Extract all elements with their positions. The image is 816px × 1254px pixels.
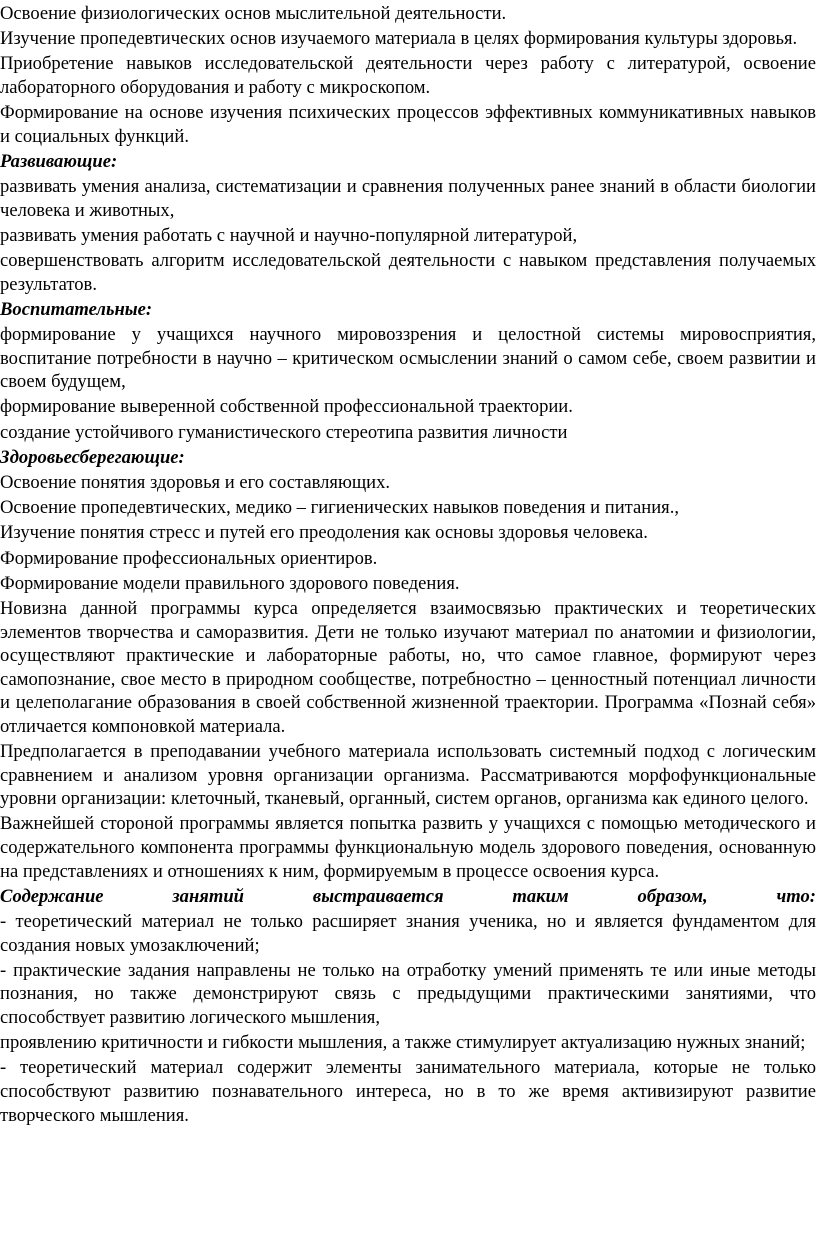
paragraph-propaedeutic-basics: Изучение пропедевтических основ изучаемого материала в целях формирования культуры здоровья. bbox=[0, 28, 798, 50]
paragraph-analysis-skills: развивать умения анализа, систематизации и сравнения полученных ранее знаний в области биологии человека и животных, bbox=[0, 176, 816, 221]
paragraph-physiology-basics: Освоение физиологических основ мыслительной деятельности. bbox=[0, 3, 507, 24]
paragraph-critical-thinking: проявлению критичности и гибкости мышления, а также стимулирует актуализацию нужных знаний; bbox=[0, 1032, 806, 1054]
heading-educational: Воспитательные: bbox=[0, 298, 153, 320]
paragraph-humanistic-stereotype: создание устойчивого гуманистического стереотипа развития личности bbox=[0, 421, 568, 443]
paragraph-career-path: формирование выверенной собственной профессиональной траектории. bbox=[0, 396, 573, 418]
list-item-entertaining-material: - теоретический материал содержит элементы занимательного материала, которые не только способствуют развитию познавательного интереса, но в то же время активизируют развитие творческого мышления. bbox=[0, 1057, 816, 1126]
paragraph-communication-skills: Формирование на основе изучения психических процессов эффективных коммуникативных навыков и социальных функций. bbox=[0, 102, 816, 147]
heading-health-saving: Здоровьесберегающие: bbox=[0, 446, 185, 468]
heading-developmental: Развивающие: bbox=[0, 150, 118, 172]
paragraph-literature-skills: развивать умения работать с научной и научно-популярной литературой, bbox=[0, 224, 578, 246]
paragraph-health-concept: Освоение понятия здоровья и его составляющих. bbox=[0, 472, 391, 493]
paragraph-program-novelty: Новизна данной программы курса определяется взаимосвязью практических и теоретических элементов творчества и саморазвития. Дети не только изучают материал по анатомии и физиологии, осуществляют практические и лабораторные работы, но, что самое главное, формируют через самопознание, свое место в природном сообществе, потребностно – ценностный потенциал личности и целеполагание образования в своей собственной жизненной траектории. Программа «Познай себя» отличается компоновкой материала. bbox=[0, 597, 816, 737]
paragraph-research-skills: Приобретение навыков исследовательской деятельности через работу с литературой, освоение лабораторного оборудования и работу с микроскопом. bbox=[0, 53, 816, 98]
paragraph-hygiene-skills: Освоение пропедевтических, медико – гигиенических навыков поведения и питания., bbox=[0, 497, 680, 519]
paragraph-stress: Изучение понятия стресс и путей его преодоления как основы здоровья человека. bbox=[0, 522, 648, 544]
list-item-practice: - практические задания направлены не только на отработку умений применять те или иные методы познания, но также демонстрируют связь с предыдущими практическими занятиями, что способствует развитию логического мышления, bbox=[0, 959, 816, 1028]
paragraph-healthy-behavior: Формирование модели правильного здорового поведения. bbox=[0, 572, 460, 594]
paragraph-research-algorithm: совершенствовать алгоритм исследовательской деятельности с навыком представления получаемых результатов. bbox=[0, 250, 816, 295]
paragraph-program-key-aspect: Важнейшей стороной программы является попытка развить у учащихся с помощью методического и содержательного компонента программы функциональную модель здорового поведения, основанную на представлениях и отношениях к ним, формируемым в процессе освоения курса. bbox=[0, 813, 816, 882]
paragraph-professional-orientation: Формирование профессиональных ориентиров. bbox=[0, 547, 378, 569]
list-item-theory: - теоретический материал не только расширяет знания ученика, но и является фундаментом для создания новых умозаключений; bbox=[0, 911, 816, 956]
heading-lesson-content: Содержание занятий выстраивается таким образом, что: bbox=[0, 885, 816, 907]
paragraph-worldview: формирование у учащихся научного мировоззрения и целостной системы мировосприятия, воспитание потребности в научно – критическом осмыслении знаний о самом себе, своем развитии и своем будущем, bbox=[0, 324, 816, 393]
paragraph-system-approach: Предполагается в преподавании учебного материала использовать системный подход с логическим сравнением и анализом уровня организации организма. Рассматриваются морфофункциональные уровни организации: клеточный, тканевый, органный, систем органов, организма как единого целого. bbox=[0, 741, 816, 810]
